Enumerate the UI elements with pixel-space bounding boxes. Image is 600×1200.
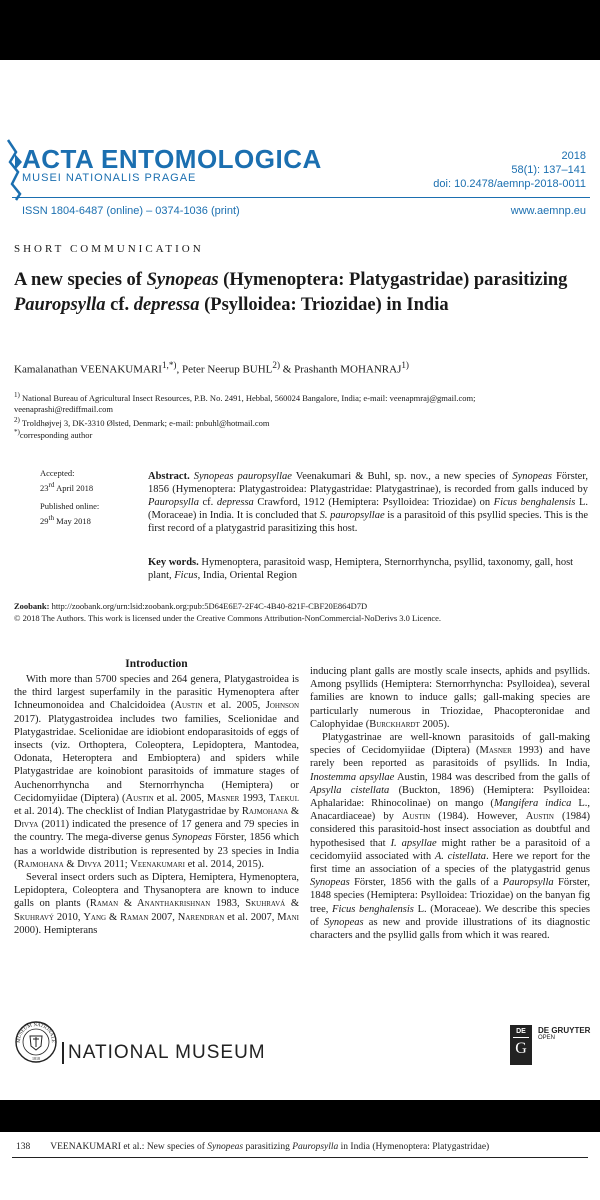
- text-run: parasitizing: [243, 1142, 293, 1152]
- journal-website-link[interactable]: www.aemnp.eu: [510, 205, 586, 217]
- publisher-mark-bottom: G: [515, 1040, 527, 1057]
- journal-volume: 58(1): 137–141: [511, 164, 586, 176]
- body-column-left: [14, 673, 299, 937]
- de-gruyter-logo-icon: [510, 1025, 532, 1065]
- text-run: Förster, 1856 which has a worldwide distribution is represented by 23 species in India (: [14, 832, 299, 870]
- italic-text: Ficus benghalensis: [493, 497, 576, 508]
- running-header-rule: [12, 1157, 588, 1158]
- text-run: L., Anacardiaceae) by: [310, 798, 590, 823]
- affiliation-marker: 1): [14, 391, 20, 399]
- keywords-text: [148, 557, 573, 581]
- publisher-mark-top: DE: [516, 1028, 526, 1035]
- author-separator: ,: [176, 363, 182, 376]
- italic-text: I. apsyllae: [390, 837, 437, 849]
- page-number: 138: [16, 1142, 31, 1152]
- text-run: (Hymenoptera: Platygastridae) parasitizing: [218, 270, 568, 290]
- text-run: With more than 5700 species and 264 genera, Platygastroidea is the third largest superfamily in the parasitic Hymenoptera after Ichneumonoidea and Chalcidoidea (: [14, 674, 299, 712]
- italic-text: Synopeas: [207, 1142, 244, 1152]
- citation-author: Skuhravá & Skuhravý: [14, 898, 299, 923]
- seal-inscription: MUSEUM NATIONALE: [16, 1022, 56, 1044]
- citation-author: Veenakumari: [130, 858, 185, 870]
- text-run: 2017). Platygastroidea includes two families, Scelionidae and Platygastridae. Scelionidae are idiobiont endoparasitoids of eggs of insects (viz. Orthoptera, Coleoptera, Lepidoptera, Mantodea, Odonata, Heteroptera and Embioptera) and spiders while Platygastridae are koinobiont parasitoids of immature stages of Auchenorrhyncha and Sternorrhyncha (Hemiptera) or Cecidomyiidae (Diptera) (: [14, 713, 299, 804]
- journal-doi[interactable]: doi: 10.2478/aemnp-2018-0011: [433, 178, 586, 190]
- author-name: Peter Neerup BUHL: [181, 363, 273, 376]
- author-affiliation-marker: 1): [401, 360, 409, 370]
- citation-author: Rajmohana & Divya: [14, 806, 299, 831]
- author-affiliation-marker: 2): [272, 360, 281, 370]
- text-run: 2011;: [101, 858, 131, 870]
- italic-text: Synopeas pauropsyllae: [193, 471, 292, 482]
- author-name: Prashanth MOHANRAJ: [294, 363, 402, 376]
- text-run: 2010,: [53, 911, 84, 923]
- citation-author: Masner: [479, 745, 512, 757]
- next-page-header: [0, 1132, 600, 1200]
- affiliation-text: Troldhøjvej 3, DK-3310 Ølsted, Denmark; e-mail: pnbuhl@hotmail.com: [21, 417, 270, 428]
- affiliation-1: [14, 390, 574, 415]
- citation-author: Austin: [401, 811, 431, 823]
- article-title: [14, 268, 584, 318]
- accepted-month-year: April 2018: [56, 482, 94, 493]
- journal-year: 2018: [561, 150, 586, 162]
- italic-text: Pauropsylla: [292, 1142, 339, 1152]
- citation-author: Raman & Ananthakrishnan: [89, 898, 211, 910]
- paper-page: [0, 60, 600, 1100]
- italic-text: Mangifera indica: [493, 798, 572, 810]
- author-separator: &: [280, 363, 295, 376]
- text-run: as new and provide illustrations of its diagnostic characters and the psyllid galls from which it was reared.: [310, 916, 590, 942]
- body-paragraph: [310, 731, 590, 942]
- citation-author: Taekul: [268, 792, 299, 804]
- italic-text: depressa: [216, 497, 254, 508]
- italic-text: S. pauropsyllae: [319, 510, 385, 521]
- text-run: Platygastrinae are well-known parasitoids of gall-making species of Cecidomyiidae (Diptera) (: [310, 732, 590, 757]
- text-run: is a parasitoid of this psyllid species. This is the first record of a platygastrid parasitizing this host.: [148, 510, 588, 534]
- citation-author: Austin: [125, 792, 154, 804]
- accepted-date: [40, 480, 93, 494]
- italic-text: Inostemma apsyllae: [310, 771, 395, 783]
- abstract-label: Abstract.: [148, 471, 190, 482]
- citation-author: Johnson: [265, 700, 300, 712]
- text-run: (1984) considered this parasitoid-host insect association as doubtful and hypothesised that: [310, 811, 590, 849]
- author-name: Kamalanathan VEENAKUMARI: [14, 363, 162, 376]
- citation-author: Mani: [277, 911, 299, 923]
- text-run: Förster, 1848 species (Hemiptera: Psylloidea: Triozidae) on the banyan fig tree,: [310, 877, 591, 915]
- published-date: [40, 513, 91, 527]
- italic-text: A. cistellata: [434, 850, 487, 862]
- italic-text: Pauropsylla: [502, 877, 554, 889]
- text-run: 2005).: [419, 718, 450, 730]
- text-run: 1993,: [239, 792, 269, 804]
- affiliation-text: National Bureau of Agricultural Insect Resources, P.B. No. 2491, Hebbal, 560024 Bangalore, India; e-mail: veenapmraj@gmail.com; veenaprashi@rediffmail.com: [14, 392, 476, 414]
- text-run: (Psylloidea: Triozidae) in India: [199, 295, 449, 315]
- citation-author: Yang & Raman: [83, 911, 149, 923]
- text-run: A new species of: [14, 270, 147, 290]
- italic-text: Synopeas: [512, 471, 553, 482]
- seal-year: 1818: [32, 1056, 40, 1061]
- section-label: SHORT COMMUNICATION: [14, 243, 204, 255]
- header-divider: [12, 197, 590, 198]
- publisher-sub: OPEN: [538, 1035, 556, 1041]
- text-run: 2000). Hemipterans: [14, 924, 98, 936]
- text-run: Hymenoptera, parasitoid wasp, Hemiptera, Sternorrhyncha, psyllid, taxonomy, gall, host plant,: [148, 557, 574, 581]
- italic-text: Ficus benghalensis: [332, 903, 414, 915]
- journal-name: ACTA ENTOMOLOGICA: [22, 144, 322, 174]
- affiliation-marker: 2): [14, 416, 20, 424]
- italic-text: Pauropsylla: [14, 295, 106, 315]
- logo-divider: [62, 1042, 64, 1064]
- italic-text: Synopeas: [172, 832, 212, 844]
- accepted-suffix: rd: [48, 481, 55, 489]
- published-day: 29: [40, 515, 49, 526]
- publisher-name: DE GRUYTER: [538, 1026, 591, 1035]
- text-run: 2007,: [148, 911, 178, 923]
- text-run: Austin, 1984 was described from the galls of: [394, 771, 590, 783]
- text-run: (2011) indicated the presence of 17 genera and 79 species in the country. The mega-diverse genus: [14, 819, 299, 844]
- text-run: in India (Hymenoptera: Platygastridae): [338, 1142, 490, 1152]
- running-title: [50, 1142, 489, 1152]
- text-run: Veenakumari & Buhl, sp. nov., a new species of: [291, 471, 513, 482]
- abstract-text: [148, 471, 588, 534]
- zoobank-label: Zoobank:: [14, 601, 50, 611]
- citation-author: Masner: [206, 792, 240, 804]
- text-run: 1993) and have rarely been reported as parasitoids of psyllids. In India,: [310, 745, 590, 770]
- affiliation-2: [14, 415, 574, 429]
- text-run: et al. 2014, 2015).: [184, 858, 264, 870]
- body-paragraph: [14, 673, 299, 871]
- accepted-label: Accepted:: [40, 468, 75, 478]
- affiliation-text: corresponding author: [19, 429, 93, 440]
- journal-subtitle: MUSEI NATIONALIS PRAGAE: [22, 172, 197, 184]
- text-run: might rather be a parasitoid of a cecidomyiid associated with: [310, 837, 590, 862]
- zoobank-line: [14, 601, 367, 611]
- italic-text: Synopeas: [323, 916, 364, 928]
- text-run: L. (Moraceae). We describe this species of: [310, 903, 590, 928]
- body-column-right: [310, 665, 590, 942]
- author-list: [14, 360, 409, 376]
- text-run: (1984). However,: [430, 811, 526, 823]
- published-label: Published online:: [40, 501, 100, 511]
- journal-issn: ISSN 1804-6487 (online) – 0374-1036 (print): [22, 205, 240, 217]
- published-month-year: May 2018: [56, 515, 91, 526]
- text-run: Förster, 1856 (Hymenoptera: Platygastroidea: Platygastridae: Platygastrinae), is recorded from galls induced by: [148, 471, 589, 495]
- citation-author: Rajmohana & Divya: [17, 858, 102, 870]
- italic-text: Pauropsylla: [148, 497, 199, 508]
- body-paragraph: [310, 665, 590, 731]
- text-run: L. (Moraceae) in India. It is concluded that: [148, 497, 588, 521]
- italic-text: Synopeas: [146, 270, 219, 290]
- citation-author: Austin: [525, 811, 554, 823]
- text-run: VEENAKUMARI et al.: New species of: [50, 1142, 208, 1152]
- accepted-day: 23: [40, 482, 49, 493]
- license-text: © 2018 The Authors. This work is licensed under the Creative Commons Attribution-NonCommercial-NoDerivs 3.0 Licence.: [14, 613, 442, 623]
- running-header: [16, 1142, 489, 1152]
- text-run: (Buckton, 1896) (Hemiptera: Psylloidea: Aphalaridae: Rhinocolinae) on mango (: [310, 784, 590, 810]
- author-affiliation-marker: 1,*): [161, 360, 177, 370]
- italic-text: depressa: [133, 295, 200, 315]
- text-run: et al. 2014). The checklist of Indian Platygastridae by: [14, 806, 242, 818]
- italic-text: Ficus: [174, 570, 198, 581]
- text-run: et al. 2005,: [153, 792, 207, 804]
- zoobank-link[interactable]: http://zoobank.org/urn:lsid:zoobank.org:pub:5D64E6E7-2F4C-4B40-821F-CBF20E864D7D: [49, 601, 368, 611]
- text-run: . Here we report for the first time an association of a species of the platygastrid genus: [310, 850, 590, 876]
- text-run: Several insect orders such as Diptera, Hemiptera, Hymenoptera, Lepidoptera, Coleoptera and Thysanoptera are known to induce galls on plants (: [14, 872, 299, 910]
- national-museum-name: NATIONAL MUSEUM: [68, 1042, 266, 1063]
- body-paragraph: [14, 871, 299, 937]
- text-run: Crawford, 1912 (Hemiptera: Psylloidea: Triozidae) on: [253, 497, 494, 508]
- text-run: , India, Oriental Region: [197, 570, 298, 581]
- section-heading-introduction: Introduction: [125, 658, 188, 670]
- text-run: et al. 2005,: [202, 700, 266, 712]
- affiliation-3: [14, 427, 92, 441]
- text-run: et al. 2007,: [224, 911, 278, 923]
- published-suffix: th: [48, 514, 55, 522]
- text-run: inducing plant galls are mostly scale insects, aphids and psyllids. Among psyllids (Hemiptera: Sternorrhyncha: Psylloidea), several families are known to induce galls; gall-making species are particularly numerous in Triozidae, Phacopteronidae and Calophyidae (: [310, 666, 590, 730]
- citation-author: Narendran: [177, 911, 225, 923]
- text-run: 1983,: [210, 898, 246, 910]
- abstract: [148, 470, 588, 535]
- citation-author: Austin: [174, 700, 203, 712]
- italic-text: Apsylla cistellata: [310, 784, 390, 796]
- keywords: [148, 556, 588, 582]
- text-run: cf.: [198, 497, 217, 508]
- text-run: Förster, 1856 with the galls of a: [349, 877, 503, 889]
- affiliation-marker: *): [14, 428, 20, 436]
- keywords-label: Key words.: [148, 557, 199, 568]
- italic-text: Synopeas: [310, 877, 350, 889]
- text-run: cf.: [105, 295, 134, 315]
- citation-author: Burckhardt: [369, 718, 420, 730]
- national-museum-seal-icon: [14, 1020, 58, 1064]
